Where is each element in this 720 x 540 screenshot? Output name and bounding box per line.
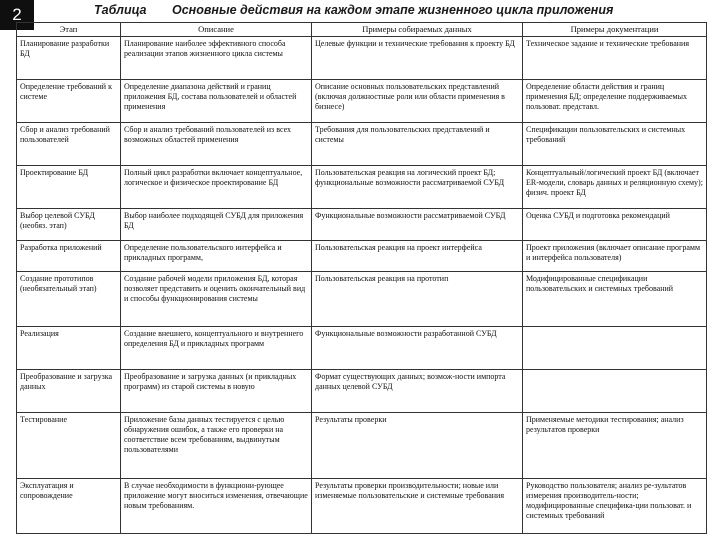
cell-data: Пользовательская реакция на проект интерфейса [312, 241, 523, 272]
cell-stage: Выбор целевой СУБД (необяз. этап) [17, 209, 121, 241]
column-header-data-examples: Примеры собираемых данных [312, 23, 523, 37]
cell-data: Формат существующих данных; возмож-ности импорта данных целевой СУБД [312, 370, 523, 413]
page-title: Основные действия на каждом этапе жизненного цикла приложения [172, 3, 614, 17]
cell-stage: Планирование разработки БД [17, 37, 121, 80]
slide-number-badge: 2 [0, 0, 34, 30]
cell-documentation: Концептуальный/логический проект БД (включает ER-модели, словарь данных и реляционную схему); физич. проект БД [523, 166, 707, 209]
cell-data: Пользовательская реакция на прототип [312, 272, 523, 327]
cell-stage: Реализация [17, 327, 121, 370]
table-row [17, 166, 707, 209]
cell-description: В случае необходимости в функциони-рующее приложение могут вноситься изменения, отвечающие новым требованиям. [121, 479, 312, 534]
cell-stage: Проектирование БД [17, 166, 121, 209]
cell-description: Сбор и анализ требований пользователей из всех возможных областей применения [121, 123, 312, 166]
table-row [17, 80, 707, 123]
cell-description: Планирование наиболее эффективного способа реализации этапов жизненного цикла системы [121, 37, 312, 80]
cell-description: Создание внешнего, концептуального и внутреннего определения БД и прикладных программ [121, 327, 312, 370]
cell-documentation [523, 370, 707, 413]
cell-description: Определение диапазона действий и границ приложения БД, состава пользователей и областей применения [121, 80, 312, 123]
cell-stage: Тестирование [17, 413, 121, 479]
table-header-row [17, 23, 707, 37]
table-row [17, 272, 707, 327]
table-row [17, 37, 707, 80]
cell-data: Пользовательская реакция на логический проект БД; функциональные возможности рассматриваемой СУБД [312, 166, 523, 209]
table-label: Таблица [94, 3, 147, 17]
cell-stage: Эксплуатация и сопровождение [17, 479, 121, 534]
cell-description: Определение пользовательского интерфейса и прикладных программ, [121, 241, 312, 272]
cell-documentation: Оценка СУБД и подготовка рекомендаций [523, 209, 707, 241]
cell-data: Требования для пользовательских представлений и системы [312, 123, 523, 166]
cell-documentation: Руководство пользователя; анализ ре-зультатов измерения производитель-ности; модифицированные специфика-ции пользоват. и системных требований [523, 479, 707, 534]
cell-documentation: Спецификации пользовательских и системных требований [523, 123, 707, 166]
cell-documentation: Техническое задание и технические требования [523, 37, 707, 80]
cell-documentation: Проект приложения (включает описание программ и интерфейса пользователя) [523, 241, 707, 272]
column-header-doc-examples: Примеры документации [523, 23, 707, 37]
column-header-stage: Этап [17, 23, 121, 37]
table-row [17, 370, 707, 413]
cell-stage: Преобразование и загрузка данных [17, 370, 121, 413]
table-row [17, 241, 707, 272]
cell-data: Результаты проверки [312, 413, 523, 479]
cell-data: Целевые функции и технические требования к проекту БД [312, 37, 523, 80]
cell-data: Функциональные возможности разработанной СУБД [312, 327, 523, 370]
cell-documentation: Применяемые методики тестирования; анализ результатов проверки [523, 413, 707, 479]
column-header-description: Описание [121, 23, 312, 37]
cell-stage: Разработка приложений [17, 241, 121, 272]
cell-data: Функциональные возможности рассматриваемой СУБД [312, 209, 523, 241]
cell-documentation: Модифицированные спецификации пользовательских и системных требований [523, 272, 707, 327]
cell-description: Создание рабочей модели приложения БД, которая позволяет представить и оценить окончательный вид и способы функционирования системы [121, 272, 312, 327]
cell-description: Приложение базы данных тестируется с целью обнаружения ошибок, а также его проверки на соответствие всем требованиям, выдвинутым пользователями [121, 413, 312, 479]
cell-stage: Определение требований к системе [17, 80, 121, 123]
lifecycle-table [16, 22, 707, 534]
cell-stage: Создание прототипов (необязательный этап) [17, 272, 121, 327]
table-row [17, 123, 707, 166]
cell-data: Результаты проверки производительности; новые или изменяемые пользовательские и системные требования [312, 479, 523, 534]
table-row [17, 413, 707, 479]
table-row [17, 209, 707, 241]
table-row [17, 327, 707, 370]
cell-data: Описание основных пользовательских представлений (включая должностные роли или области применения в бизнесе) [312, 80, 523, 123]
cell-stage: Сбор и анализ требований пользователей [17, 123, 121, 166]
cell-description: Преобразование и загрузка данных (и прикладных программ) из старой системы в новую [121, 370, 312, 413]
cell-description: Выбор наиболее подходящей СУБД для приложения БД [121, 209, 312, 241]
cell-description: Полный цикл разработки включает концептуальное, логическое и физическое проектирование БД [121, 166, 312, 209]
table-row [17, 479, 707, 534]
cell-documentation [523, 327, 707, 370]
cell-documentation: Определение области действия и границ применения БД; определение поддерживаемых пользоват. представл. [523, 80, 707, 123]
